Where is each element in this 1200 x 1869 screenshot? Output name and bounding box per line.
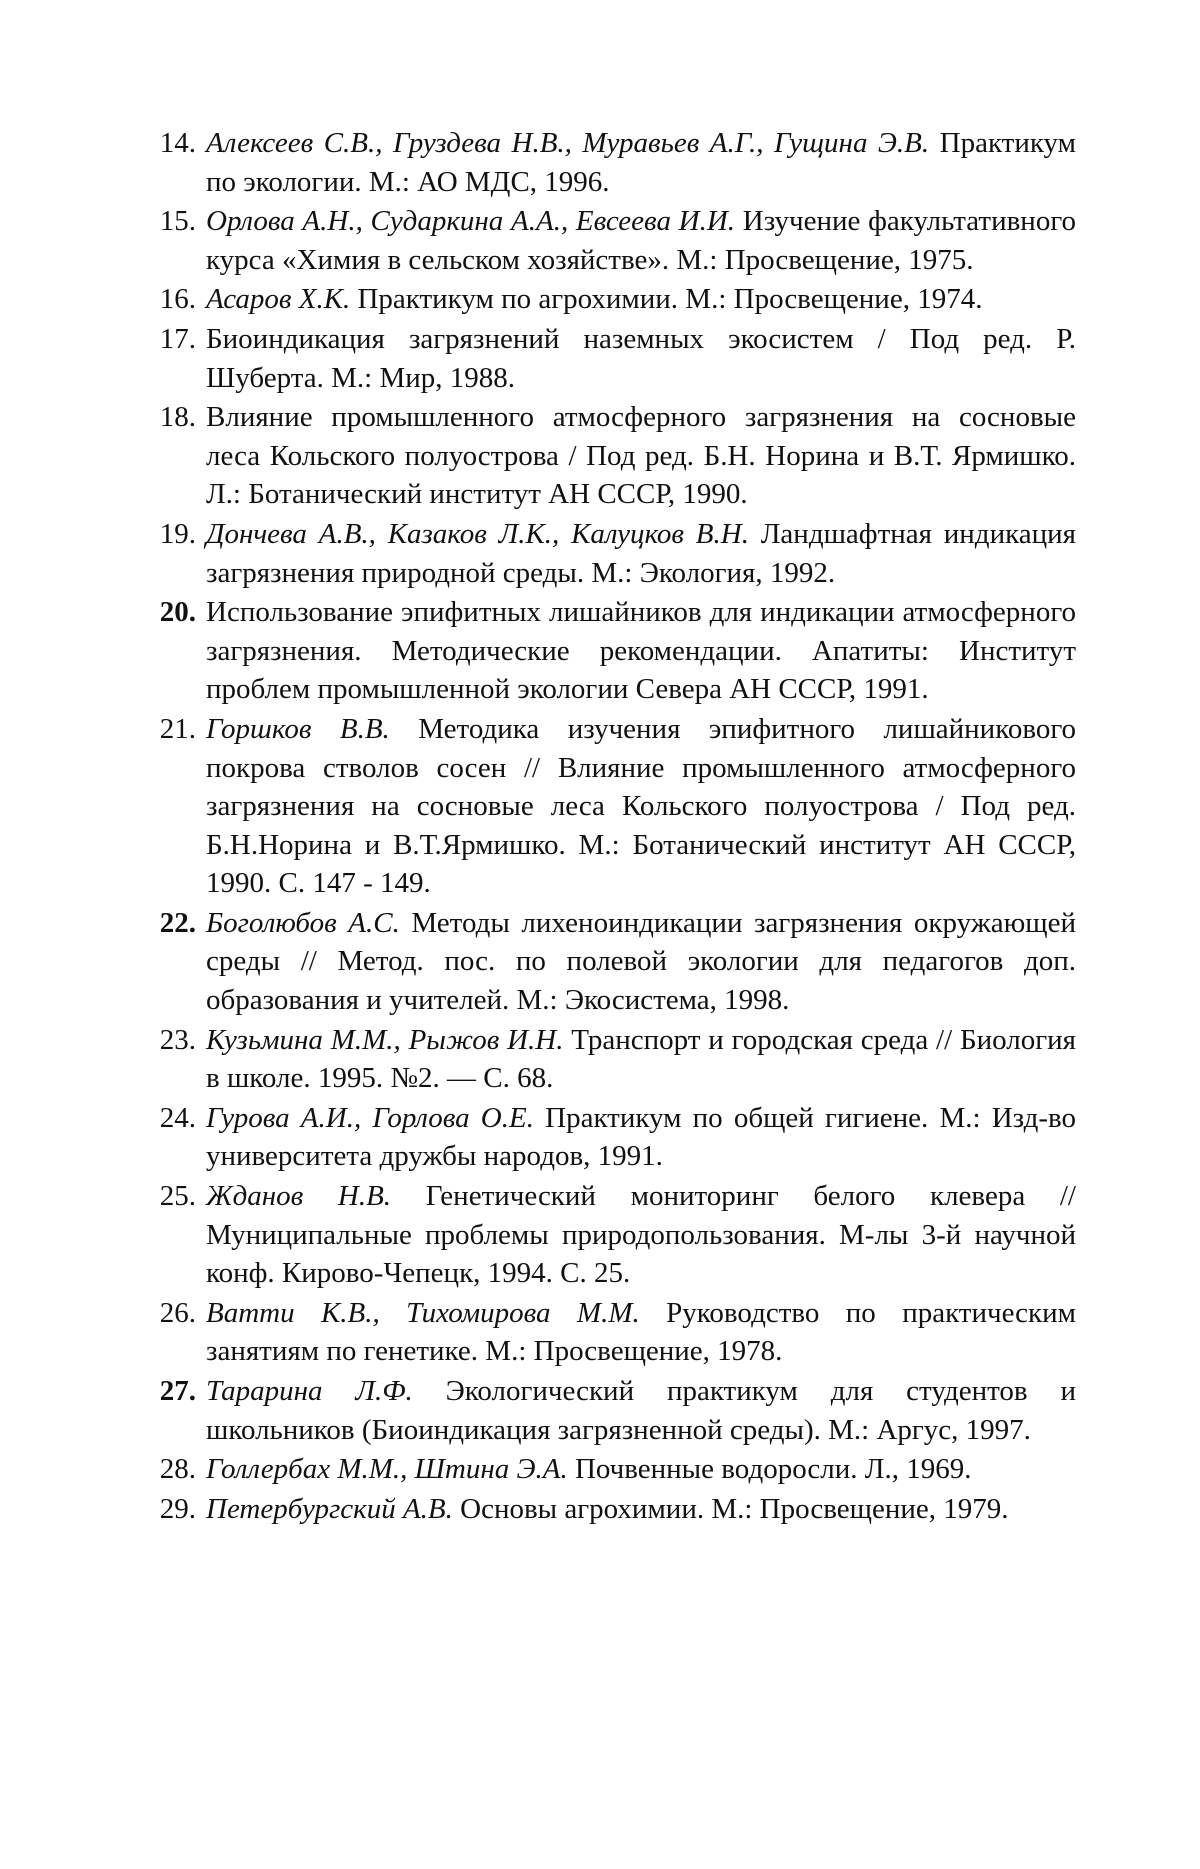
reference-text: Практикум по агрохимии. М.: Просвещение, 1974.: [350, 283, 983, 316]
reference-authors: Орлова А.Н., Сударкина А.А., Евсеева И.И.: [206, 205, 736, 238]
reference-item: [146, 398, 1076, 514]
reference-authors: Горшков В.В.: [206, 712, 390, 745]
reference-number: 21.: [159, 712, 196, 745]
reference-text: Практикум по экологии. М.: АО МДС, 1996.: [206, 127, 1076, 198]
reference-item: [146, 710, 1076, 903]
reference-list: [146, 124, 1076, 1528]
reference-number: 23.: [159, 1023, 196, 1056]
reference-item: [146, 1490, 1076, 1529]
reference-text: Ландшафтная индикация загрязнения природной среды. М.: Экология, 1992.: [206, 517, 1076, 589]
reference-item: [146, 1294, 1076, 1371]
reference-text: Транспорт и городская среда // Биология в школе. 1995. №2. — С. 68.: [206, 1023, 1076, 1095]
reference-item: [146, 1372, 1076, 1449]
reference-item: [146, 280, 1076, 319]
reference-text: Практикум по общей гигиене. М.: Изд-во университета дружбы народов, 1991.: [206, 1101, 1077, 1173]
reference-authors: Голлербах М.М., Штина Э.А.: [206, 1453, 568, 1486]
reference-text: Методика изучения эпифитного лишайникового покрова стволов сосен // Влияние промышленного атмосферного загрязнения на сосновые леса Кольского полуострова / Под ред. Б.Н.Норина и В.Т.Ярмишко. М.: Ботанический институт АН СССР, 1990. С. 147 - 149.: [206, 712, 1076, 900]
reference-item: [146, 593, 1076, 709]
reference-text: Экологический практикум для студентов и школьников (Биоиндикация загрязненной среды). М.: Аргус, 1997.: [206, 1375, 1077, 1446]
reference-authors: Гурова А.И., Горлова О.Е.: [206, 1101, 534, 1134]
reference-authors: Ватти К.В., Тихомирова М.М.: [206, 1296, 640, 1329]
reference-text: Основы агрохимии. М.: Просвещение, 1979.: [452, 1492, 1009, 1525]
reference-text: Методы лихеноиндикации загрязнения окружающей среды // Метод. пос. по полевой экологии для педагогов доп. образования и учителей. М.: Экосистема, 1998.: [206, 906, 1076, 1017]
reference-text: Руководство по практическим занятиям по генетике. М.: Просвещение, 1978.: [206, 1296, 1076, 1368]
reference-item: [146, 904, 1076, 1020]
reference-text: Биоиндикация загрязнений наземных экосистем / Под ред. Р. Шуберта. М.: Мир, 1988.: [206, 322, 1076, 394]
reference-item: [146, 1177, 1076, 1293]
reference-authors: Дончева А.В., Казаков Л.К., Калуцков В.Н.: [206, 517, 749, 550]
reference-number: 25.: [159, 1180, 196, 1213]
reference-item: [146, 1021, 1076, 1098]
reference-number: 26.: [159, 1296, 196, 1329]
reference-item: [146, 1099, 1076, 1176]
reference-authors: Жданов Н.В.: [206, 1180, 392, 1213]
reference-number: 15.: [159, 205, 196, 238]
reference-number: 24.: [159, 1101, 196, 1134]
reference-number: 29.: [159, 1492, 196, 1525]
reference-text: Генетический мониторинг белого клевера // Муниципальные проблемы природопользования. М-лы 3-й научной конф. Кирово-Чепецк, 1994. С. 25.: [206, 1180, 1076, 1290]
reference-authors: Тарарина Л.Ф.: [206, 1375, 413, 1407]
reference-number: 22.: [159, 906, 196, 939]
reference-authors: Петербургский А.В.: [206, 1492, 453, 1525]
reference-number: 14.: [159, 127, 196, 159]
reference-item: [146, 202, 1076, 279]
reference-authors: Кузьмина М.М., Рыжов И.Н.: [206, 1023, 564, 1056]
reference-text: Изучение факультативного курса «Химия в сельском хозяйстве». М.: Просвещение, 1975.: [206, 205, 1077, 276]
reference-text: Почвенные водоросли. Л., 1969.: [567, 1453, 972, 1486]
reference-item: [146, 515, 1076, 592]
reference-item: [146, 320, 1076, 397]
reference-authors: Алексеев С.В., Груздева Н.В., Муравьев А.Г., Гущина Э.В.: [206, 127, 930, 159]
reference-number: 20.: [159, 596, 196, 629]
reference-number: 17.: [159, 322, 196, 355]
reference-text: Использование эпифитных лишайников для индикации атмосферного загрязнения. Методические рекомендации. Апатиты: Институт проблем промышленной экологии Севера АН СССР, 1991.: [206, 596, 1076, 706]
reference-number: 19.: [159, 517, 196, 550]
reference-authors: Боголюбов А.С.: [206, 906, 400, 939]
reference-text: Влияние промышленного атмосферного загрязнения на сосновые леса Кольского полуострова / Под ред. Б.Н. Норина и В.Т. Ярмишко. Л.: Ботанический институт АН СССР, 1990.: [206, 401, 1076, 511]
reference-number: 18.: [159, 401, 196, 434]
reference-number: 16.: [159, 283, 196, 316]
bibliography-page: [146, 124, 1076, 1529]
reference-authors: Асаров Х.К.: [206, 283, 351, 316]
reference-item: [146, 124, 1076, 201]
reference-number: 27.: [159, 1375, 196, 1407]
reference-item: [146, 1450, 1076, 1489]
reference-number: 28.: [159, 1453, 196, 1486]
